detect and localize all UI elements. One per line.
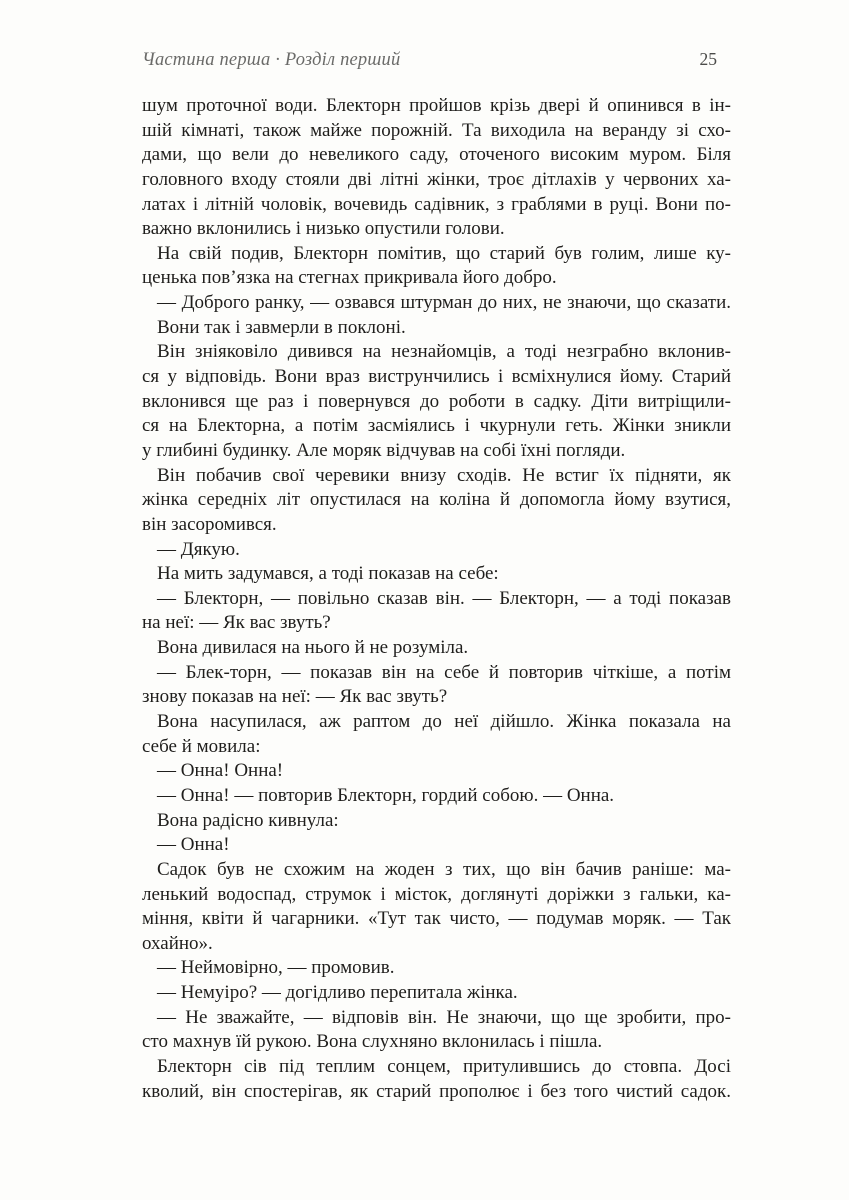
text-line: Садок був не схожим на жоден з тих, що він бачив раніше: ма- bbox=[157, 858, 731, 880]
text-line: Він зніяковіло дивився на незнайомців, а тоді незграбно вклонив- bbox=[157, 341, 731, 363]
text-line: Вона дивилася на нього й не розуміла. bbox=[157, 637, 469, 659]
paragraph bbox=[142, 94, 731, 242]
text-line: Вона радісно кивнула: bbox=[157, 809, 339, 831]
paragraph bbox=[142, 1055, 731, 1104]
text-line: — Неймовірно, — промовив. bbox=[157, 957, 395, 979]
text-line: кволий, він спостерігав, як старий прополює і без того чистий садок. bbox=[142, 1080, 731, 1102]
paragraph bbox=[142, 587, 731, 636]
paragraph bbox=[142, 464, 731, 538]
text-line: — Блекторн, — повільно сказав він. — Блекторн, — а тоді показав bbox=[157, 587, 731, 609]
paragraph bbox=[142, 562, 731, 587]
text-line: — Не зважайте, — відповів він. Не знаючи, що ще зробити, про- bbox=[157, 1006, 731, 1028]
text-line: Блекторн сів під теплим сонцем, притулившись до стовпа. Досі bbox=[157, 1055, 731, 1077]
text-line: сто махнув їй рукою. Вона слухняно вклонилась і пішла. bbox=[142, 1031, 603, 1053]
page-number: 25 bbox=[699, 49, 717, 69]
paragraph bbox=[142, 858, 731, 957]
page-text bbox=[142, 94, 731, 1104]
text-line: Вона насупилася, аж раптом до неї дійшло. Жінка показала на bbox=[157, 711, 731, 733]
text-line: вклонився ще раз і повернувся до роботи в садку. Діти витріщили- bbox=[142, 390, 731, 412]
paragraph bbox=[142, 291, 731, 316]
text-line: він засоромився. bbox=[142, 513, 277, 535]
text-line: — Онна! Онна! bbox=[157, 760, 284, 782]
text-line: — Немуіро? — догідливо перепитала жінка. bbox=[157, 982, 518, 1004]
text-line: знову показав на неї: — Як вас звуть? bbox=[142, 686, 448, 708]
paragraph bbox=[142, 538, 731, 563]
text-line: ценька пов’язка на стегнах прикривала його добро. bbox=[142, 267, 557, 289]
text-line: охайно». bbox=[142, 932, 213, 954]
text-line: міння, квіти й чагарники. «Тут так чисто, — подумав моряк. — Так bbox=[142, 908, 731, 930]
text-line: ся у відповідь. Вони враз виструнчились і всміхнулися йому. Старий bbox=[142, 366, 731, 388]
running-title: Частина перша · Розділ перший bbox=[142, 50, 401, 70]
running-header bbox=[142, 49, 731, 71]
paragraph bbox=[142, 784, 731, 809]
paragraph bbox=[142, 981, 731, 1006]
text-line: себе й мовила: bbox=[142, 735, 261, 757]
paragraph bbox=[142, 1006, 731, 1055]
text-line: шій кімнаті, також майже порожній. Та виходила на веранду зі схо- bbox=[142, 119, 731, 141]
text-line: жінка середніх літ опустилася на коліна й допомогла йому взутися, bbox=[142, 489, 731, 511]
text-line: — Блек-торн, — показав він на себе й повторив чіткіше, а потім bbox=[157, 661, 731, 683]
text-line: Вони так і завмерли в поклоні. bbox=[157, 316, 406, 338]
text-line: — Онна! bbox=[157, 834, 230, 856]
text-line: На свій подив, Блекторн помітив, що старий був голим, лише ку- bbox=[157, 242, 731, 264]
paragraph bbox=[142, 833, 731, 858]
text-line: важно вклонились і низько опустили голови. bbox=[142, 218, 505, 240]
paragraph bbox=[142, 661, 731, 710]
text-line: — Доброго ранку, — озвався штурман до них, не знаючи, що сказати. bbox=[157, 292, 731, 314]
text-line: ся на Блекторна, а потім засміялись і чкурнули геть. Жінки зникли bbox=[142, 415, 731, 437]
text-line: На мить задумався, а тоді показав на себе: bbox=[157, 563, 499, 585]
paragraph bbox=[142, 636, 731, 661]
text-line: — Онна! — повторив Блекторн, гордий собою. — Онна. bbox=[157, 784, 615, 806]
text-line: ленький водоспад, струмок і місток, доглянуті доріжки з гальки, ка- bbox=[142, 883, 731, 905]
text-line: на неї: — Як вас звуть? bbox=[142, 612, 331, 634]
text-line: дами, що вели до невеликого саду, оточеного високим муром. Біля bbox=[142, 144, 731, 166]
paragraph bbox=[142, 759, 731, 784]
text-line: — Дякую. bbox=[157, 538, 240, 560]
paragraph bbox=[142, 316, 731, 341]
paragraph bbox=[142, 809, 731, 834]
paragraph bbox=[142, 710, 731, 759]
paragraph bbox=[142, 956, 731, 981]
paragraph bbox=[142, 242, 731, 291]
text-line: головного входу стояли дві літні жінки, троє дітлахів у червоних ха- bbox=[142, 168, 731, 190]
paragraph bbox=[142, 340, 731, 463]
text-line: Він побачив свої черевики внизу сходів. Не встиг їх підняти, як bbox=[157, 464, 731, 486]
text-line: у глибині будинку. Але моряк відчував на собі їхні погляди. bbox=[142, 439, 626, 461]
text-line: шум проточної води. Блекторн пройшов крізь двері й опинився в ін- bbox=[142, 95, 731, 116]
text-line: латах і літній чоловік, вочевидь садівник, з граблями в руці. Вони по- bbox=[142, 193, 731, 215]
